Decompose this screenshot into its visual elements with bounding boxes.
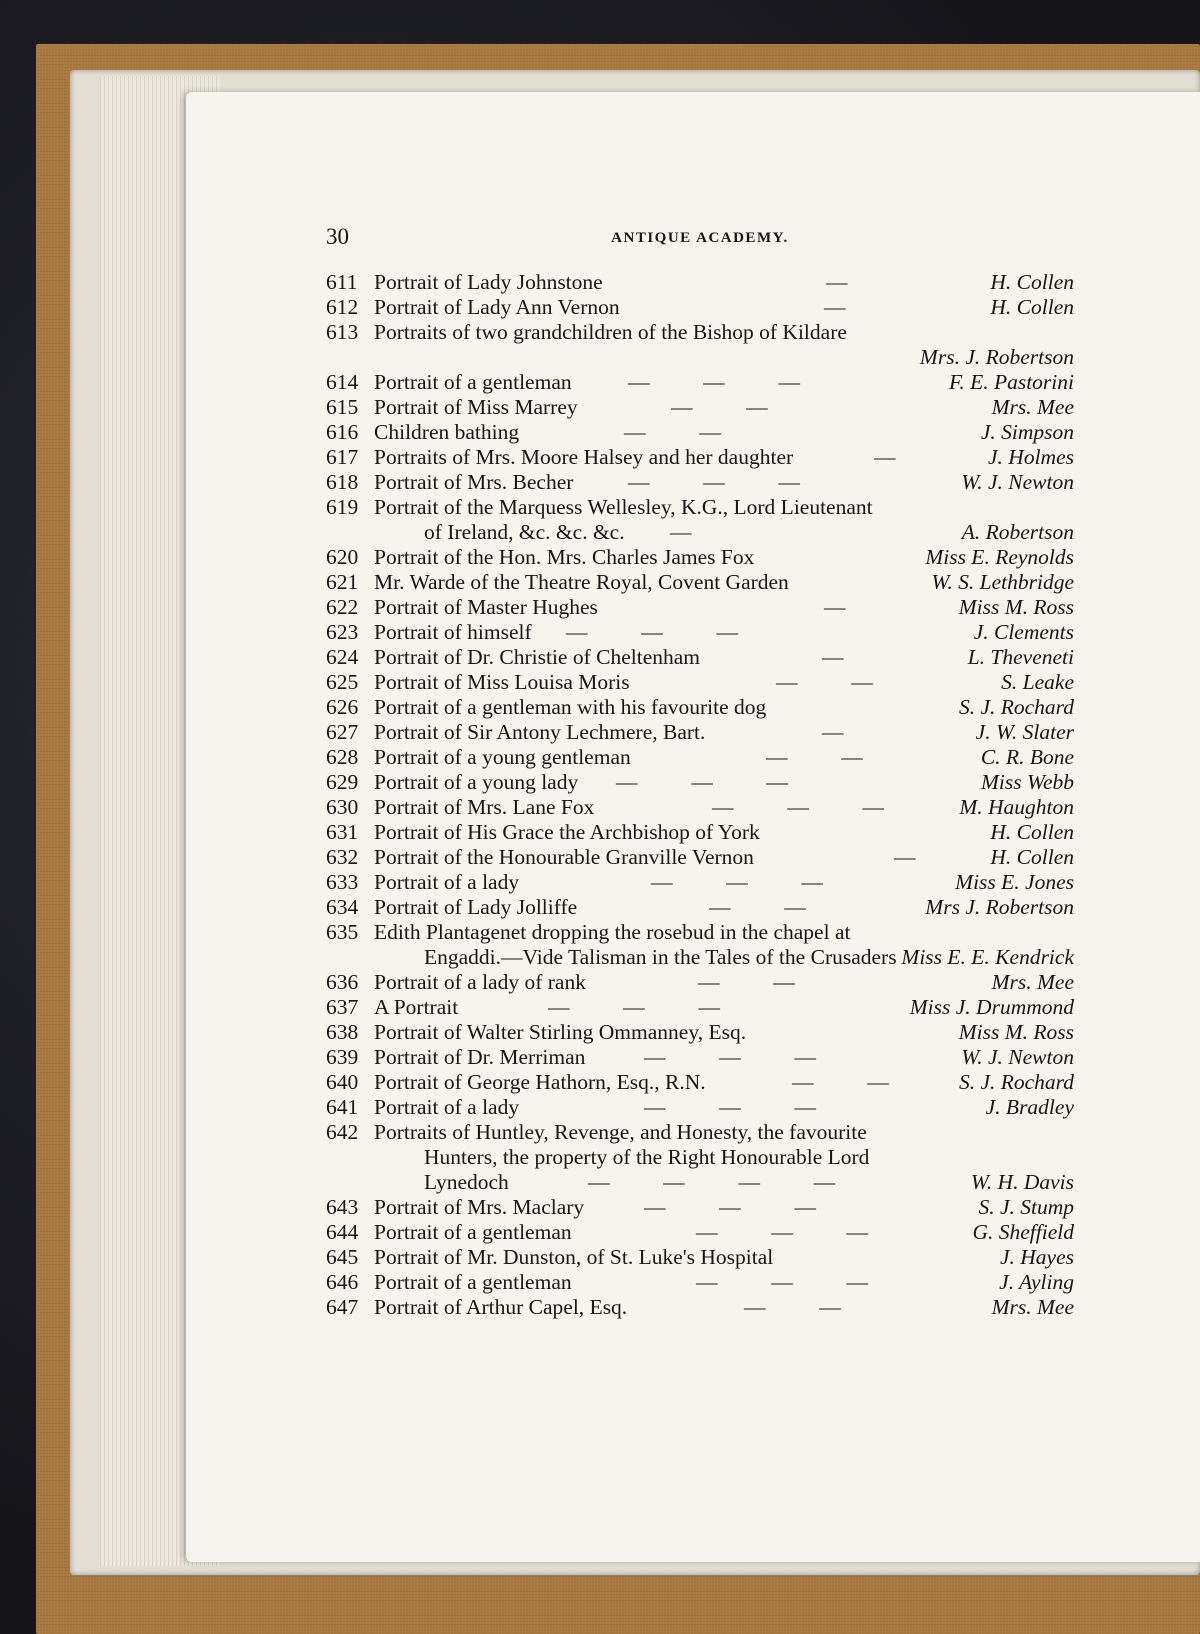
leader-dashes: — — — xyxy=(628,370,800,394)
entry-title: Portrait of Master Hughes xyxy=(374,595,598,619)
entry-artist: J. Ayling xyxy=(999,1270,1074,1294)
entry-title: A Portrait xyxy=(374,995,459,1019)
entry-title: Portrait of a young gentleman xyxy=(374,745,631,769)
entry-artist: J. W. Slater xyxy=(975,720,1074,744)
entry-title: Portraits of Huntley, Revenge, and Honesty, the favourite xyxy=(374,1120,867,1144)
entry-number: 620 xyxy=(326,545,359,569)
entry-number: 637 xyxy=(326,995,359,1019)
entry-artist: H. Collen xyxy=(990,820,1074,844)
entry-artist: L. Theveneti xyxy=(967,645,1074,669)
catalogue-entry xyxy=(326,1045,1074,1070)
leader-dashes: — — xyxy=(698,970,795,994)
entry-title: Portrait of Lady Johnstone xyxy=(374,270,603,294)
entry-title: Portrait of the Honourable Granville Vernon xyxy=(374,845,754,869)
entry-number: 622 xyxy=(326,595,359,619)
entry-title: Portrait of Mrs. Maclary xyxy=(374,1195,585,1219)
entry-artist: A. Robertson xyxy=(961,520,1074,544)
entry-title: Portraits of two grandchildren of the Bishop of Kildare xyxy=(374,320,847,344)
catalogue-entry xyxy=(326,820,1074,845)
entry-title: Portrait of a gentleman xyxy=(374,1220,572,1244)
catalogue-entry xyxy=(326,970,1074,995)
catalogue-entry xyxy=(326,370,1074,395)
leader-dashes: — — xyxy=(671,395,768,419)
entry-title-continued: Engaddi.—Vide Talisman in the Tales of the Crusaders xyxy=(424,945,897,969)
entry-title: Portrait of George Hathorn, Esq., R.N. xyxy=(374,1070,706,1094)
entry-number: 647 xyxy=(326,1295,359,1319)
catalogue-entry xyxy=(326,1245,1074,1270)
entry-title: Edith Plantagenet dropping the rosebud in the chapel at xyxy=(374,920,851,944)
entry-artist: Miss Webb xyxy=(981,770,1074,794)
leader-dashes: — xyxy=(824,295,846,319)
leader-dashes: — — — xyxy=(616,770,788,794)
leader-dashes: — — xyxy=(624,420,721,444)
entry-artist: S. Leake xyxy=(1001,670,1074,694)
entry-number: 614 xyxy=(326,370,359,394)
catalogue-entry xyxy=(326,645,1074,670)
entry-artist: H. Collen xyxy=(990,295,1074,319)
catalogue-entry xyxy=(326,1070,1074,1095)
entry-artist: F. E. Pastorini xyxy=(948,370,1074,394)
leader-dashes: — — — xyxy=(644,1095,816,1119)
entry-artist: H. Collen xyxy=(990,845,1074,869)
entry-artist: M. Haughton xyxy=(959,795,1074,819)
entry-title: Portrait of Mr. Dunston, of St. Luke's Hospital xyxy=(374,1245,774,1269)
entry-title: Portrait of a lady xyxy=(374,1095,520,1119)
entry-artist: S. J. Rochard xyxy=(958,1070,1074,1094)
entry-title: Portrait of Dr. Christie of Cheltenham xyxy=(374,645,701,669)
entry-title: Portrait of a lady xyxy=(374,870,520,894)
entry-title: Portrait of Walter Stirling Ommanney, Esq. xyxy=(374,1020,747,1044)
entry-title: Portrait of Sir Antony Lechmere, Bart. xyxy=(374,720,706,744)
entry-number: 632 xyxy=(326,845,359,869)
entry-title: Portrait of Miss Marrey xyxy=(374,395,578,419)
entry-title: Mr. Warde of the Theatre Royal, Covent Garden xyxy=(374,570,789,594)
entry-title: Portraits of Mrs. Moore Halsey and her daughter xyxy=(374,445,794,469)
entry-artist: Mrs. J. Robertson xyxy=(919,345,1074,369)
entry-title: Portrait of himself xyxy=(374,620,532,644)
leader-dashes: — — — — xyxy=(588,1170,836,1194)
entry-artist: J. Hayes xyxy=(999,1245,1074,1269)
running-title: ANTIQUE ACADEMY. xyxy=(611,230,789,246)
entry-artist: J. Simpson xyxy=(980,420,1074,444)
entry-artist: Miss M. Ross xyxy=(958,1020,1074,1044)
leader-dashes: — — — xyxy=(651,870,823,894)
entry-artist: S. J. Stump xyxy=(978,1195,1074,1219)
entry-title: Portrait of Mrs. Lane Fox xyxy=(374,795,595,819)
catalogue-entry xyxy=(326,445,1074,470)
catalogue-entry xyxy=(326,1270,1074,1295)
catalogue-entry xyxy=(326,720,1074,745)
entry-number: 644 xyxy=(326,1220,359,1244)
leader-dashes: — — xyxy=(744,1295,841,1319)
entry-artist: C. R. Bone xyxy=(980,745,1074,769)
entry-title: Portrait of Miss Louisa Moris xyxy=(374,670,630,694)
leader-dashes: — xyxy=(874,445,896,469)
entry-number: 631 xyxy=(326,820,359,844)
entry-artist: W. S. Lethbridge xyxy=(931,570,1074,594)
entry-artist: W. J. Newton xyxy=(961,1045,1074,1069)
entry-artist: Mrs J. Robertson xyxy=(925,895,1074,919)
entry-number: 641 xyxy=(326,1095,359,1119)
entry-title: Portrait of the Hon. Mrs. Charles James Fox xyxy=(374,545,755,569)
leader-dashes: — — — xyxy=(644,1195,816,1219)
leader-dashes: — — xyxy=(709,895,806,919)
entry-title-continued: Lynedoch xyxy=(424,1170,509,1194)
leader-dashes: — — xyxy=(792,1070,889,1094)
catalogue-entry xyxy=(326,595,1074,620)
leader-dashes: — xyxy=(894,845,916,869)
entry-artist: Miss E. E. Kendrick xyxy=(901,945,1074,969)
leader-dashes: — — — xyxy=(712,795,884,819)
leader-dashes: — xyxy=(824,595,846,619)
catalogue-entry xyxy=(326,295,1074,320)
catalogue-entry xyxy=(326,895,1074,920)
entry-title: Portrait of a gentleman xyxy=(374,370,572,394)
entry-title: Portrait of a lady of rank xyxy=(374,970,586,994)
entry-artist: Miss M. Ross xyxy=(958,595,1074,619)
entry-number: 639 xyxy=(326,1045,359,1069)
entry-title: Portrait of Lady Ann Vernon xyxy=(374,295,620,319)
leader-dashes: — — xyxy=(766,745,863,769)
entry-title: Portrait of the Marquess Wellesley, K.G., Lord Lieutenant xyxy=(374,495,873,519)
catalogue-entry xyxy=(326,495,1074,545)
catalogue-entry xyxy=(326,670,1074,695)
catalogue-entry xyxy=(326,995,1074,1020)
entry-number: 635 xyxy=(326,920,359,944)
entry-number: 638 xyxy=(326,1020,359,1044)
page-text xyxy=(326,224,1074,1320)
entry-artist: J. Clements xyxy=(973,620,1074,644)
entry-title: Portrait of a gentleman with his favourite dog xyxy=(374,695,767,719)
entry-number: 642 xyxy=(326,1120,359,1144)
entry-number: 615 xyxy=(326,395,359,419)
catalogue-entry xyxy=(326,570,1074,595)
entry-title: Portrait of a young lady xyxy=(374,770,579,794)
entry-title: Portrait of His Grace the Archbishop of York xyxy=(374,820,760,844)
catalogue-entry xyxy=(326,470,1074,495)
entry-number: 611 xyxy=(326,270,358,294)
catalogue-entry xyxy=(326,320,1074,370)
entry-number: 633 xyxy=(326,870,359,894)
leader-dashes: — — — xyxy=(696,1270,868,1294)
entry-artist: Miss J. Drummond xyxy=(909,995,1074,1019)
entry-title: Children bathing xyxy=(374,420,520,444)
entry-title: Portrait of Arthur Capel, Esq. xyxy=(374,1295,628,1319)
entry-artist: H. Collen xyxy=(990,270,1074,294)
leader-dashes: — xyxy=(826,270,848,294)
entry-artist: J. Bradley xyxy=(985,1095,1074,1119)
entry-number: 634 xyxy=(326,895,359,919)
entry-number: 628 xyxy=(326,745,359,769)
catalogue-entry xyxy=(326,395,1074,420)
catalogue-entries xyxy=(326,270,1074,1320)
entry-number: 613 xyxy=(326,320,359,344)
entry-title: Portrait of a gentleman xyxy=(374,1270,572,1294)
catalogue-entry xyxy=(326,745,1074,770)
leader-dashes: — xyxy=(670,520,692,544)
page-header xyxy=(326,224,1074,270)
entry-title-continued: of Ireland, &c. &c. &c. xyxy=(424,520,625,544)
entry-artist: Miss E. Reynolds xyxy=(925,545,1074,569)
catalogue-entry xyxy=(326,270,1074,295)
page-number: 30 xyxy=(326,224,349,249)
entry-number: 618 xyxy=(326,470,359,494)
entry-number: 627 xyxy=(326,720,359,744)
catalogue-entry xyxy=(326,1020,1074,1045)
entry-number: 630 xyxy=(326,795,359,819)
entry-artist: Mrs. Mee xyxy=(991,970,1074,994)
entry-number: 636 xyxy=(326,970,359,994)
leader-dashes: — — — xyxy=(548,995,720,1019)
entry-number: 629 xyxy=(326,770,359,794)
entry-number: 623 xyxy=(326,620,359,644)
leader-dashes: — — — xyxy=(696,1220,868,1244)
entry-number: 643 xyxy=(326,1195,359,1219)
entry-artist: Mrs. Mee xyxy=(991,395,1074,419)
entry-number: 625 xyxy=(326,670,359,694)
catalogue-entry xyxy=(326,770,1074,795)
catalogue-entry xyxy=(326,1095,1074,1120)
entry-artist: J. Holmes xyxy=(988,445,1074,469)
entry-number: 616 xyxy=(326,420,359,444)
catalogue-entry xyxy=(326,420,1074,445)
entry-number: 619 xyxy=(326,495,359,519)
catalogue-entry xyxy=(326,695,1074,720)
entry-number: 612 xyxy=(326,295,359,319)
catalogue-entry xyxy=(326,1295,1074,1320)
entry-artist: Miss E. Jones xyxy=(955,870,1074,894)
leader-dashes: — xyxy=(822,645,844,669)
entry-artist: G. Sheffield xyxy=(972,1220,1074,1244)
entry-number: 624 xyxy=(326,645,359,669)
catalogue-entry xyxy=(326,845,1074,870)
catalogue-entry xyxy=(326,1220,1074,1245)
entry-title: Portrait of Dr. Merriman xyxy=(374,1045,586,1069)
entry-number: 640 xyxy=(326,1070,359,1094)
catalogue-entry xyxy=(326,545,1074,570)
catalogue-entry xyxy=(326,1195,1074,1220)
entry-title: Portrait of Mrs. Becher xyxy=(374,470,574,494)
entry-artist: W. H. Davis xyxy=(970,1170,1074,1194)
entry-number: 617 xyxy=(326,445,359,469)
catalogue-entry xyxy=(326,620,1074,645)
leader-dashes: — — xyxy=(776,670,873,694)
catalogue-entry xyxy=(326,795,1074,820)
entry-number: 645 xyxy=(326,1245,359,1269)
entry-artist: W. J. Newton xyxy=(961,470,1074,494)
entry-number: 646 xyxy=(326,1270,359,1294)
entry-artist: S. J. Rochard xyxy=(958,695,1074,719)
leader-dashes: — xyxy=(822,720,844,744)
catalogue-entry xyxy=(326,870,1074,895)
catalogue-entry xyxy=(326,1120,1074,1195)
entry-title: Portrait of Lady Jolliffe xyxy=(374,895,578,919)
entry-number: 626 xyxy=(326,695,359,719)
entry-artist: Mrs. Mee xyxy=(991,1295,1074,1319)
catalogue-entry xyxy=(326,920,1074,970)
entry-number: 621 xyxy=(326,570,359,594)
leader-dashes: — — — xyxy=(644,1045,816,1069)
leader-dashes: — — — xyxy=(566,620,738,644)
leader-dashes: — — — xyxy=(628,470,800,494)
entry-title-continued: Hunters, the property of the Right Honourable Lord xyxy=(424,1145,870,1169)
